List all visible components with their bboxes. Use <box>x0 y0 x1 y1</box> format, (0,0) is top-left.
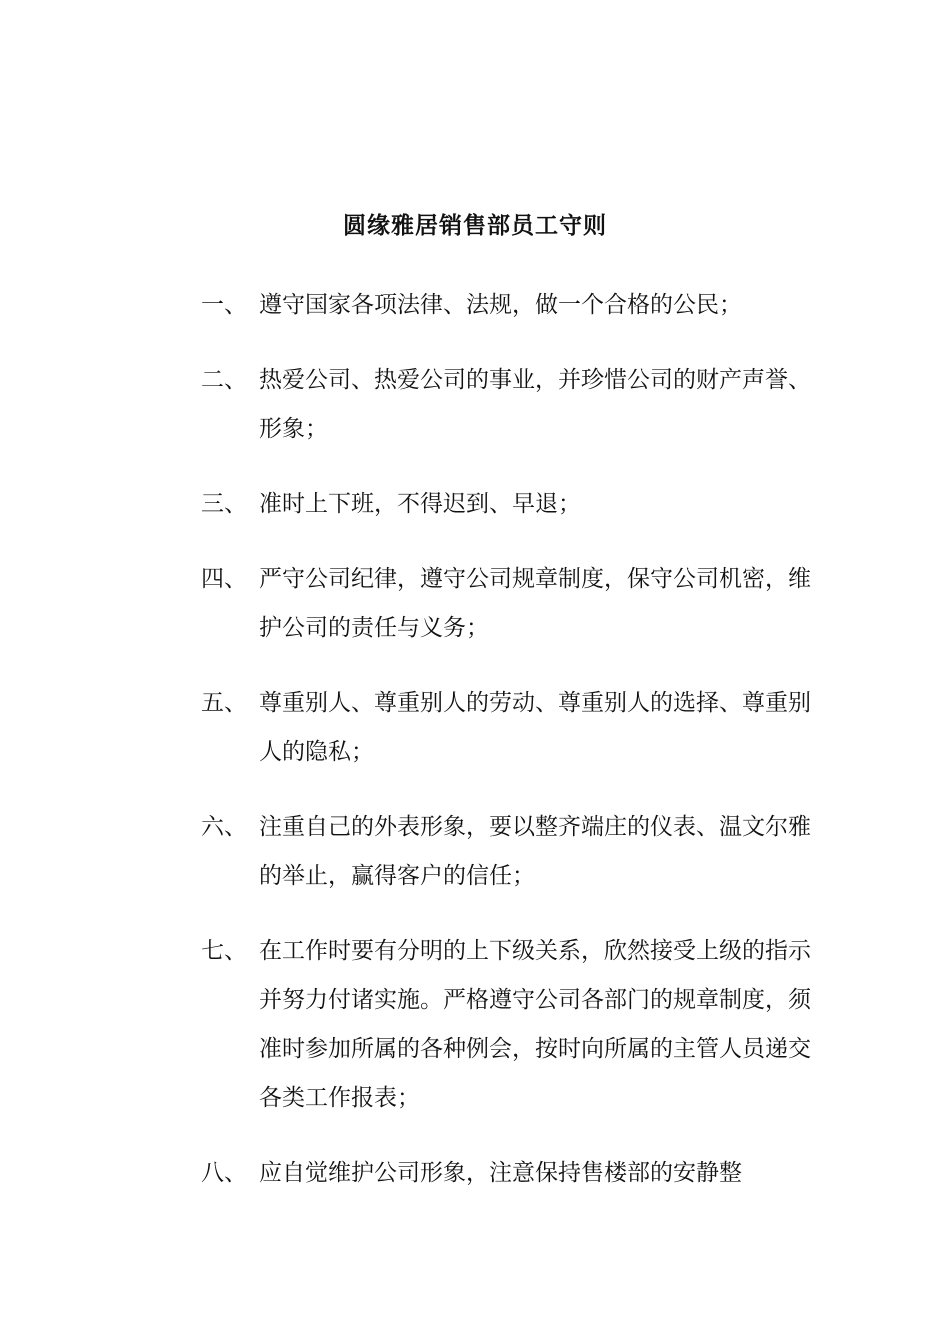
rule-text: 热爱公司、热爱公司的事业，并珍惜公司的财产声誉、形象； <box>259 367 811 442</box>
rule-item <box>201 480 821 529</box>
rule-item <box>201 356 821 454</box>
rule-number: 三、 <box>201 491 247 517</box>
rule-text: 在工作时要有分明的上下级关系，欣然接受上级的指示并努力付诸实施。严格遵守公司各部门的规章制度，须准时参加所属的各种例会，按时向所属的主管人员递交各类工作报表； <box>259 938 811 1111</box>
rule-item <box>201 555 821 653</box>
rule-item <box>201 679 821 777</box>
rule-number: 六、 <box>201 814 247 840</box>
rules-list <box>201 281 821 1224</box>
rule-number: 二、 <box>201 367 247 393</box>
rule-text: 应自觉维护公司形象，注意保持售楼部的安静整 <box>259 1160 742 1186</box>
document-title: 圆缘雅居销售部员工守则 <box>343 213 607 239</box>
rule-item <box>201 927 821 1123</box>
rule-number: 四、 <box>201 566 247 592</box>
rule-text: 准时上下班，不得迟到、早退； <box>259 491 581 517</box>
rule-number: 七、 <box>201 938 247 964</box>
rule-number: 五、 <box>201 690 247 716</box>
rule-text: 严守公司纪律，遵守公司规章制度，保守公司机密，维护公司的责任与义务； <box>259 566 811 641</box>
rule-text: 遵守国家各项法律、法规，做一个合格的公民； <box>259 292 742 318</box>
rule-text: 注重自己的外表形象，要以整齐端庄的仪表、温文尔雅的举止，赢得客户的信任； <box>259 814 811 889</box>
rule-item <box>201 1149 821 1198</box>
rule-item <box>201 281 821 330</box>
rule-text: 尊重别人、尊重别人的劳动、尊重别人的选择、尊重别人的隐私； <box>259 690 811 765</box>
rule-item <box>201 803 821 901</box>
rule-number: 一、 <box>201 292 247 318</box>
rule-number: 八、 <box>201 1160 247 1186</box>
